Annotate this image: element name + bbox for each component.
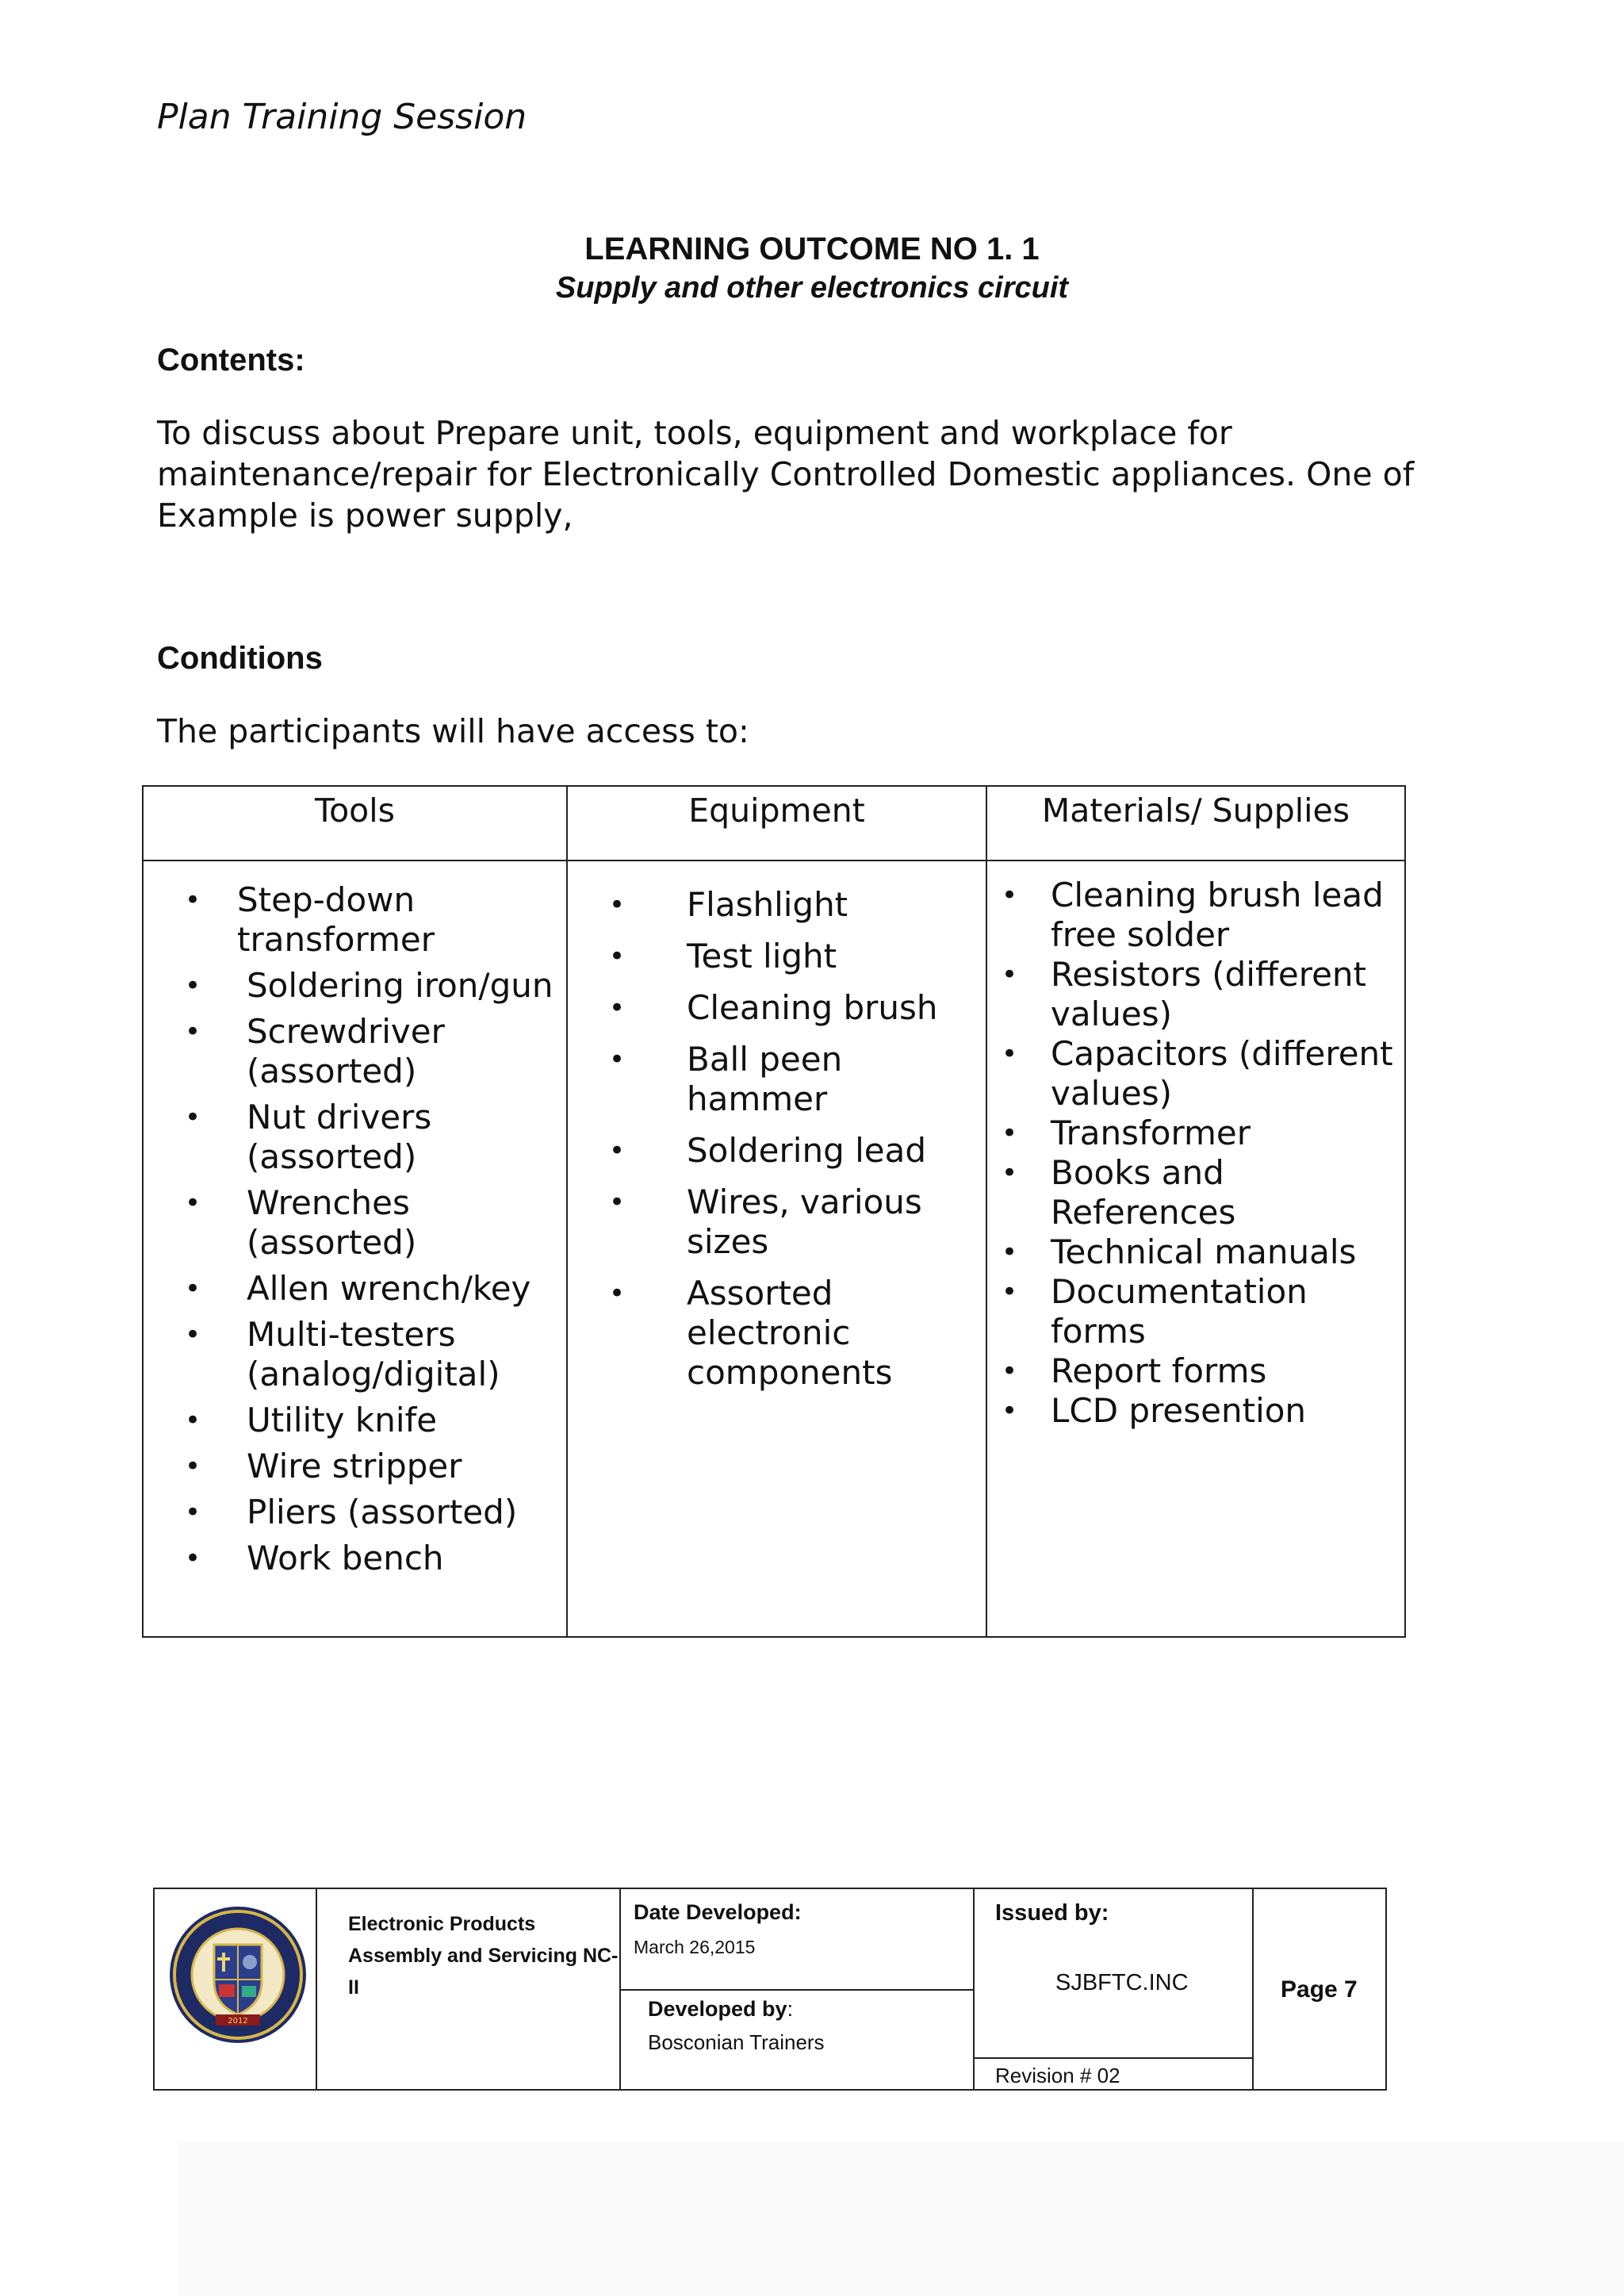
seal-logo-icon xyxy=(167,1903,309,2046)
contents-line: maintenance/repair for Electronically Controlled Domestic appliances. One of xyxy=(157,455,1415,493)
page-number: Page 7 xyxy=(1281,1976,1358,2003)
list-item: • Cleaning brush xyxy=(568,988,986,1028)
seal-year: 2012 xyxy=(228,2017,248,2026)
contents-line: To discuss about Prepare unit, tools, equipment and workplace for xyxy=(157,414,1232,452)
list-item: • LCD presention xyxy=(987,1391,1404,1431)
list-item: • Multi-testers (analog/digital) xyxy=(144,1315,566,1394)
list-item: • Documentation forms xyxy=(987,1272,1404,1351)
list-item: • Step-down transformer xyxy=(144,880,566,960)
tools-cell xyxy=(143,861,567,1637)
table-header-row xyxy=(143,786,1405,861)
footer-divider xyxy=(973,1889,975,2089)
list-item: • Capacitors (different values) xyxy=(987,1034,1404,1114)
developed-by-colon: : xyxy=(787,1997,794,2021)
materials-list xyxy=(987,876,1404,1431)
list-item: • Test light xyxy=(568,937,986,976)
list-item: • Books and References xyxy=(987,1153,1404,1232)
learning-outcome-title: LEARNING OUTCOME NO 1. 1 xyxy=(584,232,1040,266)
list-item: • Transformer xyxy=(987,1114,1404,1153)
developed-by-label-text: Developed by xyxy=(648,1997,787,2021)
footer-divider xyxy=(316,1889,317,2089)
footer-divider xyxy=(1252,1889,1254,2089)
course-line: Electronic Products xyxy=(348,1913,536,1935)
list-item: • Report forms xyxy=(987,1351,1404,1391)
course-line: Assembly and Servicing NC- xyxy=(348,1945,619,1967)
contents-line: Example is power supply, xyxy=(157,496,573,535)
list-item: • Technical manuals xyxy=(987,1232,1404,1272)
list-item: • Resistors (different values) xyxy=(987,955,1404,1034)
list-item: • Soldering lead xyxy=(568,1131,986,1171)
list-item: • Ball peen hammer xyxy=(568,1040,986,1119)
list-item: • Wrenches (assorted) xyxy=(144,1183,566,1263)
list-item: • Assorted electronic components xyxy=(568,1274,986,1393)
developed-by-label xyxy=(648,1997,793,2022)
footer-divider xyxy=(973,2057,1252,2059)
list-item: • Wires, various sizes xyxy=(568,1182,986,1262)
page-shadow-area xyxy=(178,2141,1624,2296)
date-developed-value: March 26,2015 xyxy=(634,1937,756,1957)
list-item: • Screwdriver (assorted) xyxy=(144,1012,566,1091)
issued-by-label: Issued by: xyxy=(995,1900,1109,1926)
list-item: • Cleaning brush lead free solder xyxy=(987,876,1404,955)
contents-paragraph xyxy=(157,412,1426,536)
footer-divider xyxy=(619,1989,973,1991)
date-developed-label: Date Developed: xyxy=(634,1900,802,1924)
conditions-intro: The participants will have access to: xyxy=(157,712,749,750)
contents-heading: Contents: xyxy=(157,343,305,378)
list-item: • Nut drivers (assorted) xyxy=(144,1098,566,1177)
learning-outcome-subtitle: Supply and other electronics circuit xyxy=(555,271,1069,305)
issued-by-value: SJBFTC.INC xyxy=(1055,1970,1189,1995)
resources-table xyxy=(142,785,1406,1638)
list-item: • Utility knife xyxy=(144,1401,566,1440)
list-item: • Wire stripper xyxy=(144,1447,566,1486)
list-item: • Allen wrench/key xyxy=(144,1269,566,1309)
course-line: II xyxy=(348,1976,359,1999)
list-item: • Flashlight xyxy=(568,885,986,925)
column-header-equipment: Equipment xyxy=(567,786,986,861)
revision-number: Revision # 02 xyxy=(995,2064,1120,2087)
conditions-heading: Conditions xyxy=(157,641,323,676)
running-header: Plan Training Session xyxy=(157,97,527,137)
document-footer xyxy=(153,1888,1387,2091)
tools-list xyxy=(144,880,566,1578)
list-item: • Soldering iron/gun xyxy=(144,966,566,1006)
table-body-row xyxy=(143,861,1405,1637)
equipment-list xyxy=(568,885,986,1393)
list-item: • Work bench xyxy=(144,1539,566,1578)
column-header-materials: Materials/ Supplies xyxy=(986,786,1405,861)
column-header-tools: Tools xyxy=(143,786,567,861)
seal-logo xyxy=(167,1903,309,2046)
materials-cell xyxy=(986,861,1405,1637)
developed-by-value: Bosconian Trainers xyxy=(648,2030,825,2054)
list-item: • Pliers (assorted) xyxy=(144,1493,566,1532)
course-title xyxy=(348,1908,618,2003)
equipment-cell xyxy=(567,861,986,1637)
